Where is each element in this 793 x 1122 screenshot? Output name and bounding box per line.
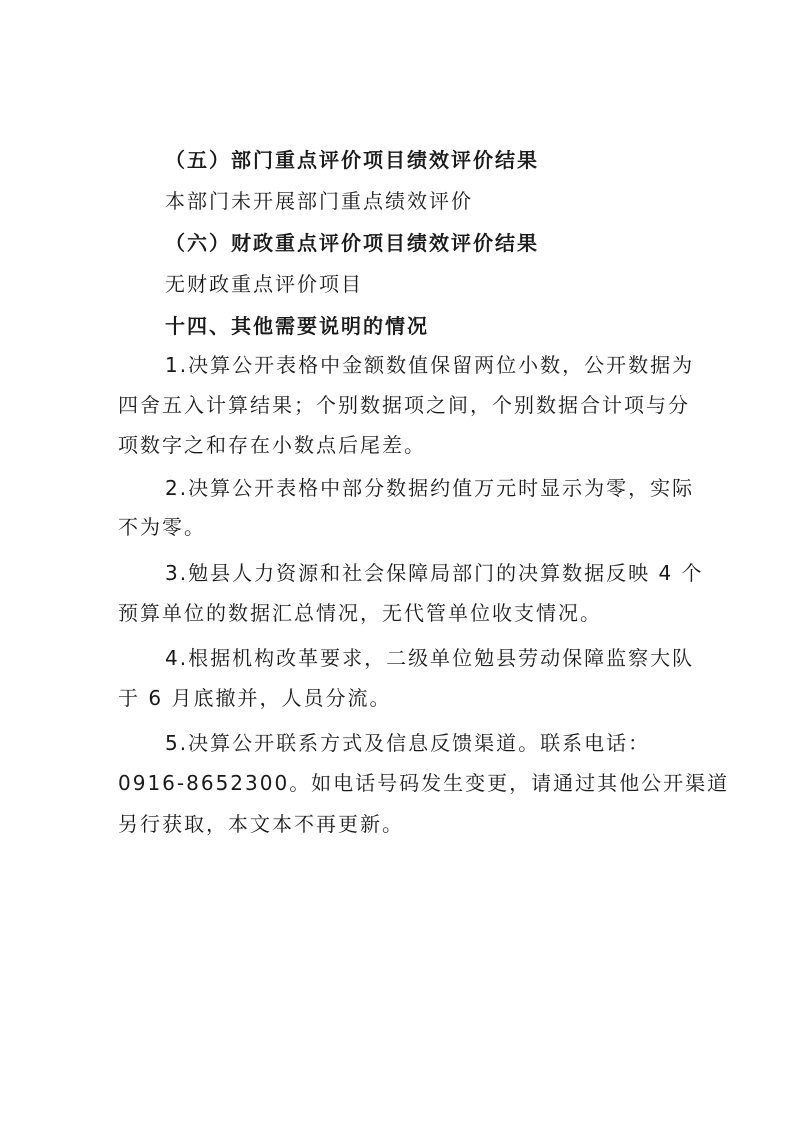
item-3-line-1: 3.勉县人力资源和社会保障局部门的决算数据反映 4 个 bbox=[165, 561, 704, 585]
item-3-line-2: 预算单位的数据汇总情况，无代管单位收支情况。 bbox=[118, 601, 602, 625]
item-4-line-2: 于 6 月底撤并，人员分流。 bbox=[118, 686, 392, 710]
item-5-line-3: 另行获取，本文本不再更新。 bbox=[118, 812, 404, 836]
item-1-line-1: 1.决算公开表格中金额数值保留两位小数，公开数据为 bbox=[165, 353, 695, 377]
section-six-body: 无财政重点评价项目 bbox=[165, 272, 363, 296]
item-1-line-2: 四舍五入计算结果；个别数据项之间，个别数据合计项与分 bbox=[118, 393, 690, 417]
section-five-heading: （五）部门重点评价项目绩效评价结果 bbox=[165, 148, 539, 172]
item-5-line-1: 5.决算公开联系方式及信息反馈渠道。联系电话： bbox=[165, 731, 651, 755]
item-1-line-3: 项数字之和存在小数点后尾差。 bbox=[118, 433, 426, 457]
item-2-line-2: 不为零。 bbox=[118, 515, 206, 539]
section-fourteen-heading: 十四、其他需要说明的情况 bbox=[165, 314, 429, 338]
item-2-line-1: 2.决算公开表格中部分数据约值万元时显示为零，实际 bbox=[165, 476, 695, 500]
item-5-line-2: 0916-8652300。如电话号码发生变更，请通过其他公开渠道 bbox=[118, 771, 730, 795]
section-six-heading: （六）财政重点评价项目绩效评价结果 bbox=[165, 231, 539, 255]
section-five-body: 本部门未开展部门重点绩效评价 bbox=[165, 189, 473, 213]
item-4-line-1: 4.根据机构改革要求，二级单位勉县劳动保障监察大队 bbox=[165, 646, 695, 670]
